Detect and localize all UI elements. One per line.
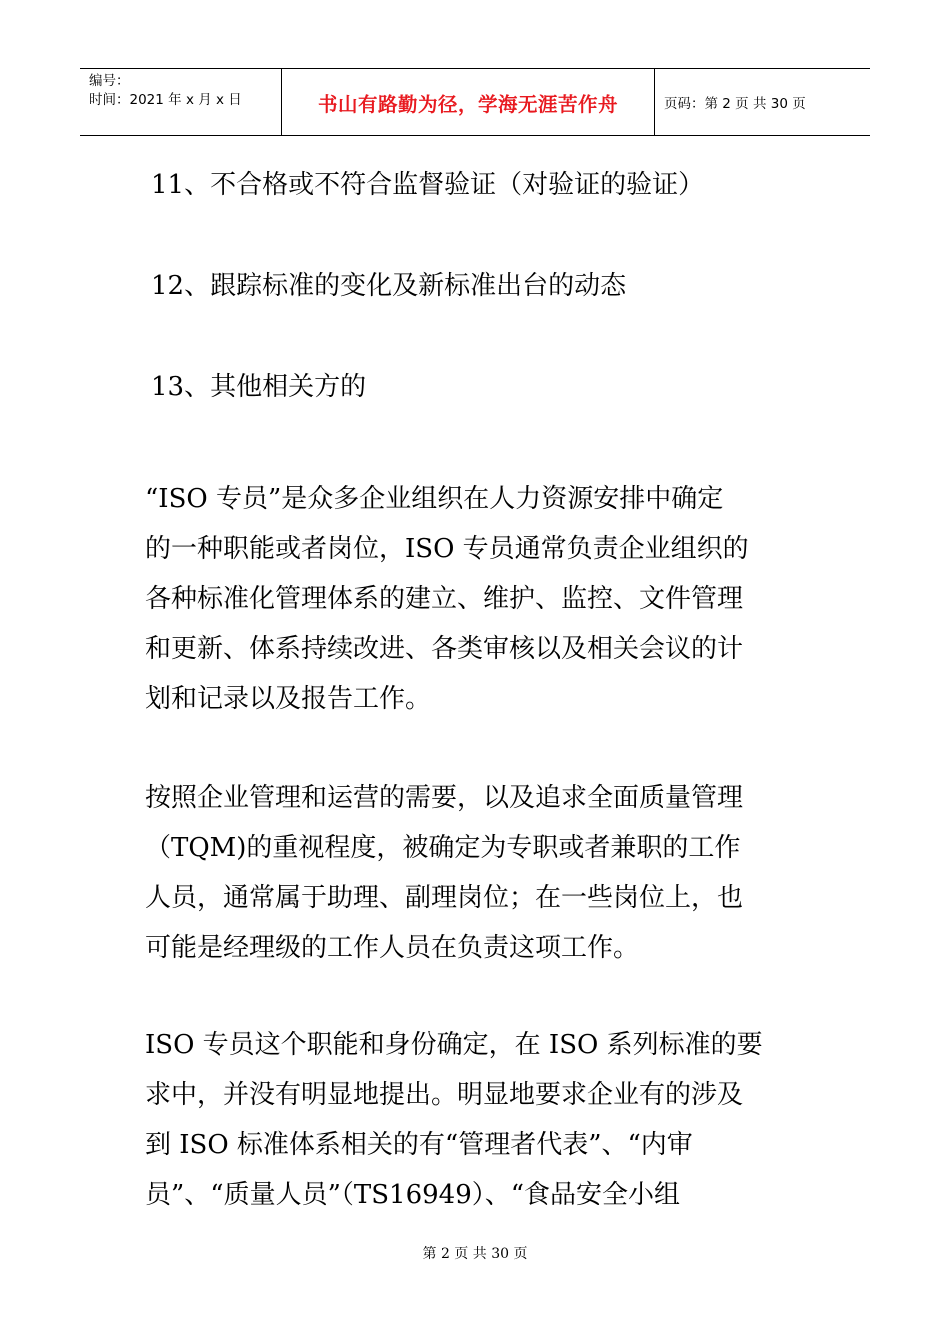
page-footer: 第 2 页 共 30 页 (422, 1246, 528, 1262)
header-motto: 书山有路勤为径，学海无涯苦作舟 (282, 69, 655, 135)
paragraph-line: 到 ISO 标准体系相关的有“管理者代表”、“内审 (145, 1130, 693, 1160)
document-body (145, 160, 810, 1220)
paragraph-line: 划和记录以及报告工作。 (145, 684, 432, 714)
paragraph-line: 求中，并没有明显地提出。明显地要求企业有的涉及 (145, 1080, 744, 1110)
paragraph-staffing (145, 773, 810, 973)
header-meta (80, 69, 282, 135)
paragraph-line: “ISO 专员”是众多企业组织在人力资源安排中确定 (145, 484, 724, 514)
list-item: 13、其他相关方的 (151, 372, 367, 402)
document-date-label: 时间：2021 年 x 月 x 日 (89, 92, 242, 108)
paragraph-line: 人员，通常属于助理、副理岗位；在一些岗位上，也 (145, 883, 744, 913)
document-number-label: 编号： (89, 73, 130, 89)
paragraph-line: 可能是经理级的工作人员在负责这项工作。 (145, 933, 640, 963)
page-header (80, 68, 870, 136)
paragraph-line: ISO 专员这个职能和身份确定，在 ISO 系列标准的要 (145, 1030, 763, 1060)
list-item: 11、不合格或不符合监督验证（对验证的验证） (151, 170, 705, 200)
paragraph-iso-specialist-definition (145, 474, 810, 724)
paragraph-line: 员”、“质量人员”（TS16949）、“食品安全小组 (145, 1180, 681, 1210)
paragraph-line: 按照企业管理和运营的需要，以及追求全面质量管理 (145, 783, 744, 813)
header-page-info: 页码：第 2 页 共 30 页 (664, 96, 806, 112)
paragraph-line: （TQM)的重视程度，被确定为专职或者兼职的工作 (145, 833, 741, 863)
paragraph-line: 和更新、体系持续改进、各类审核以及相关会议的计 (145, 634, 744, 664)
paragraph-line: 的一种职能或者岗位，ISO 专员通常负责企业组织的 (145, 534, 749, 564)
paragraph-iso-requirements (145, 1020, 810, 1220)
list-item: 12、跟踪标准的变化及新标准出台的动态 (151, 271, 627, 301)
paragraph-line: 各种标准化管理体系的建立、维护、监控、文件管理 (145, 584, 744, 614)
